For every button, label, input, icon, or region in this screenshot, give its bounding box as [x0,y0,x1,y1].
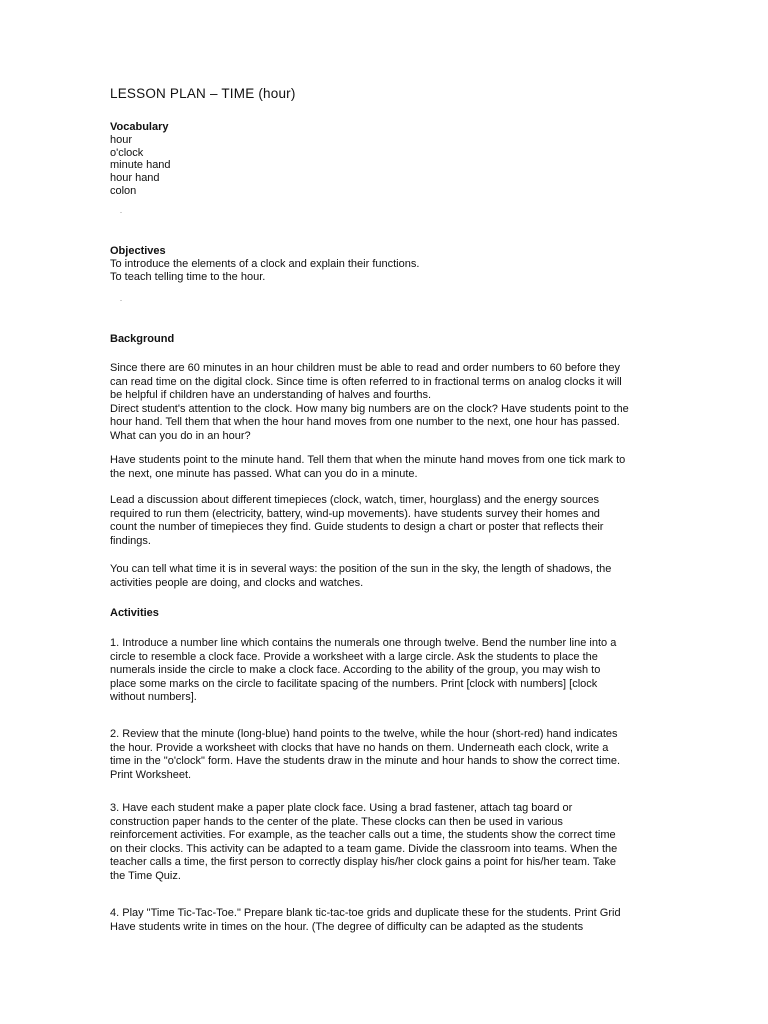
activity-paragraph [110,637,650,705]
paragraph-line: the next, one minute has passed. What can you do in a minute. [110,467,418,480]
background-paragraph [110,454,650,481]
activity-paragraph [110,802,650,884]
background-heading: Background [110,333,175,345]
page-title: LESSON PLAN – TIME (hour) [110,86,296,101]
paragraph-line: without numbers]. [110,691,197,704]
paragraph-line: 2. Review that the minute (long-blue) hand points to the twelve, while the hour (short-red) hand indicates [110,728,618,740]
paragraph-line: Print Worksheet. [110,768,192,781]
paragraph-line: 1. Introduce a number line which contains the numerals one through twelve. Bend the number line into a [110,637,617,649]
objectives-heading: Objectives [110,245,166,257]
paragraph-line: the hour. Provide a worksheet with clocks that have no hands on them. Underneath each clock, write a [110,741,609,754]
vocabulary-heading: Vocabulary [110,121,169,133]
paragraph-line: place some marks on the circle to facilitate spacing of the numbers. Print [clock with numbers] [clock [110,677,598,690]
paragraph-line: 4. Play "Time Tic-Tac-Toe." Prepare blank tic-tac-toe grids and duplicate these for the students. Print Grid [110,907,621,919]
paragraph-line: construction paper hands to the center of the plate. These clocks can then be used in various [110,815,563,828]
paragraph-line: the Time Quiz. [110,869,181,882]
paragraph-line: Lead a discussion about different timepieces (clock, watch, timer, hourglass) and the energy sources [110,494,599,506]
activity-paragraph [110,907,650,934]
background-paragraph [110,563,650,590]
activity-paragraph [110,728,650,782]
vocabulary-item: hour [110,133,133,146]
vocabulary-section [110,121,650,198]
paragraph-line: activities people are doing, and clocks and watches. [110,576,364,589]
vocabulary-item: o'clock [110,146,144,159]
paragraph-line: count the number of timepieces they find. Guide students to design a chart or poster that reflects their [110,521,604,534]
paragraph-line: reinforcement activities. For example, as the teacher calls out a time, the students show the correct time [110,829,616,842]
paragraph-line: hour hand. Tell them that when the hour hand moves from one number to the next, one hour has passed. [110,416,620,429]
objective-item: To teach telling time to the hour. [110,270,266,283]
background-heading-wrap [110,333,650,346]
paragraph-line: findings. [110,534,151,547]
paragraph-line: teacher calls a time, the first person to correctly display his/her clock gains a point for his/her team. Take [110,856,617,869]
paragraph-line: circle to resemble a clock face. Provide a worksheet with a large circle. Ask the students to place the [110,650,598,663]
paragraph-line: be helpful if children have an understanding of halves and fourths. [110,389,432,402]
paragraph-line: can read time on the digital clock. Since time is often referred to in fractional terms on analog clocks it will [110,375,622,388]
activities-heading: Activities [110,607,159,619]
objectives-section [110,245,650,283]
vocabulary-item: colon [110,184,137,197]
stray-mark [120,300,122,301]
stray-mark [120,212,122,213]
paragraph-line: Direct student's attention to the clock. How many big numbers are on the clock? Have students point to the [110,402,629,415]
paragraph-line: numerals inside the circle to make a clock face. According to the ability of the group, you may wish to [110,664,601,677]
objective-item: To introduce the elements of a clock and explain their functions. [110,257,420,270]
paragraph-line: Since there are 60 minutes in an hour children must be able to read and order numbers to 60 before they [110,362,620,374]
vocabulary-item: minute hand [110,159,171,172]
paragraph-line: Have students write in times on the hour. (The degree of difficulty can be adapted as the students [110,920,584,933]
paragraph-line: time in the "o'clock" form. Have the students draw in the minute and hour hands to show the correct time. [110,755,621,768]
paragraph-line: Have students point to the minute hand. Tell them that when the minute hand moves from one tick mark to [110,454,626,466]
vocabulary-item: hour hand [110,172,160,185]
activities-heading-wrap [110,607,650,620]
background-paragraph [110,494,650,548]
paragraph-line: required to run them (electricity, battery, wind-up movements). have students survey their homes and [110,507,600,520]
paragraph-line: What can you do in an hour? [110,429,251,442]
paragraph-line: on their clocks. This activity can be adapted to a team game. Divide the classroom into teams. When the [110,842,618,855]
background-paragraph [110,362,650,444]
paragraph-line: You can tell what time it is in several ways: the position of the sun in the sky, the length of shadows, the [110,563,612,575]
paragraph-line: 3. Have each student make a paper plate clock face. Using a brad fastener, attach tag board or [110,802,573,814]
